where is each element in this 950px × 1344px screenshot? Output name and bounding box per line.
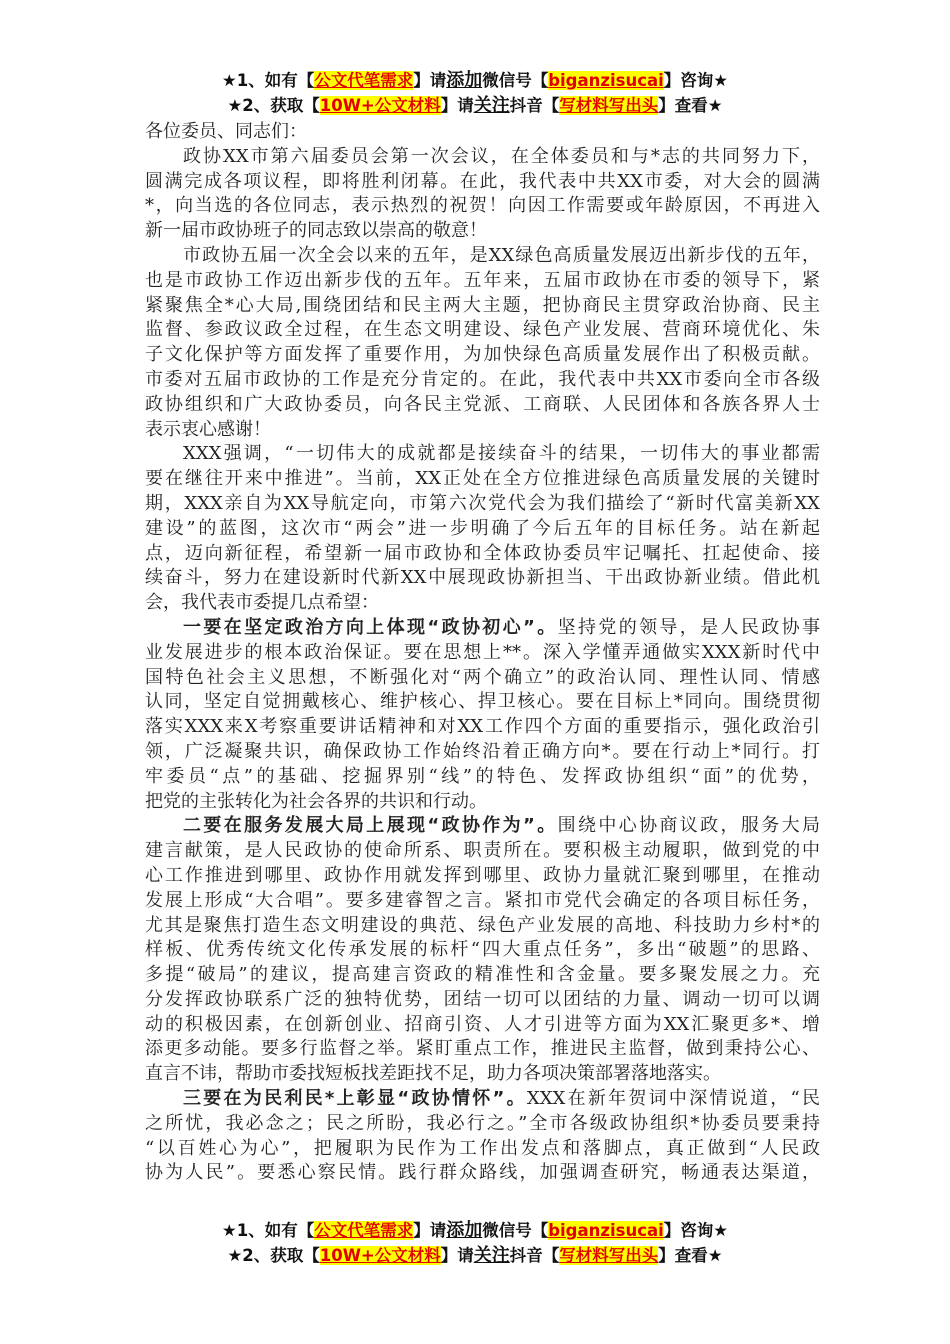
promo-text: 】请 [440, 1246, 474, 1265]
paragraph [145, 616, 820, 814]
text-line [145, 467, 820, 492]
promo-line-1 [0, 1218, 950, 1243]
promo-emphasis: 关注 [473, 1245, 510, 1266]
promo-header [0, 68, 950, 118]
line-text: 新一届市政协班子的同志致以崇高的敬意！ [145, 220, 487, 242]
text-line [145, 616, 820, 641]
douyin-account: 写材料写出头 [559, 96, 659, 115]
line-text: 牢委员“点”的基础、挖掘界别“线”的特色、发挥政协组织“面”的优势， [145, 765, 820, 787]
line-text: XXX在新年贺词中深情说道，“民 [526, 1088, 820, 1110]
line-text: 协为人民”。要悉心察民情。践行群众路线，加强调查研究，畅通表达渠道， [145, 1162, 820, 1184]
promo-emphasis: 关注 [473, 95, 510, 116]
paragraph [145, 1087, 820, 1186]
paragraph-heading: 一要在坚定政治方向上体现“政协初心”。 [183, 616, 558, 638]
text-line [145, 814, 820, 839]
text-line [145, 988, 820, 1013]
promo-text: ★2、获取【 [227, 96, 320, 115]
paragraph-heading: 三要在为民利民*上彰显“政协情怀”。 [183, 1088, 527, 1110]
text-line [145, 1137, 820, 1162]
paragraph [145, 145, 820, 244]
text-line [145, 244, 820, 269]
line-text: XXX强调，“一切伟大的成就都是接续奋斗的结果，一切伟大的事业都需 [183, 443, 820, 465]
line-text: 发展上形成“大合唱”。要多建睿智之言。紧扣市党代会确定的各项目标任务， [145, 889, 820, 911]
text-line [145, 294, 820, 319]
line-text: 坚持党的领导，是人民政协事 [557, 616, 820, 638]
text-line [145, 318, 820, 343]
text-line [145, 393, 820, 418]
promo-text: ★1、如有【 [221, 71, 315, 90]
material-highlight: 10W+公文材料 [319, 1246, 441, 1265]
text-line [145, 591, 820, 616]
line-text: 认同，坚定自觉拥戴核心、维护核心、捍卫核心。要在目标上*同向。围绕贯彻 [145, 691, 820, 713]
line-text: 表示衷心感谢！ [145, 418, 271, 440]
text-line [145, 1087, 820, 1112]
line-text: 添更多动能。要多行监督之举。紧盯重点工作，推进民主监督，做到秉持公心、 [145, 1038, 820, 1060]
promo-text: 】请 [413, 71, 447, 90]
douyin-account: 写材料写出头 [559, 1246, 659, 1265]
promo-text: 微信号【 [482, 71, 549, 90]
text-line [145, 715, 820, 740]
text-line [145, 740, 820, 765]
line-text: 样板、优秀传统文化传承发展的标杆“四大重点任务”，多出“破题”的思路、 [145, 939, 820, 961]
line-text: 圆满完成各项议程，即将胜利闭幕。在此，我代表中共XX市委，对大会的圆满 [145, 170, 820, 192]
paragraph-heading: 二要在服务发展大局上展现“政协作为”。 [183, 815, 558, 837]
line-text: 政协组织和广大政协委员，向各民主党派、工商联、人民团体和各族各界人士 [145, 393, 820, 415]
promo-text: ★1、如有【 [221, 1221, 315, 1240]
line-text: 尤其是聚焦打造生态文明建设的典范、绿色产业发展的高地、科技助力乡村*的 [145, 914, 820, 936]
promo-text: 微信号【 [482, 1221, 549, 1240]
promo-emphasis: 添加 [446, 1220, 483, 1241]
promo-emphasis: 添加 [446, 70, 483, 91]
line-text: 业发展进步的根本政治保证。要在思想上**。深入学懂弄通做实XXX新时代中 [145, 641, 820, 663]
document-body [145, 120, 820, 1186]
line-text: 点，迈向新征程，希望新一届市政协和全体政协委员牢记嘱托、扛起使命、接 [145, 542, 820, 564]
text-line [145, 120, 820, 145]
line-text: 续奋斗，努力在建设新时代新XX中展现政协新担当、干出政协新业绩。借此机 [145, 567, 820, 589]
service-highlight: 公文代笔需求 [314, 1221, 414, 1240]
promo-line-2 [0, 93, 950, 118]
promo-text: 】咨询★ [663, 1221, 729, 1240]
text-line [145, 1112, 820, 1137]
promo-text: 】查看★ [658, 96, 723, 115]
text-line [145, 343, 820, 368]
promo-text: ★2、获取【 [227, 1246, 320, 1265]
text-line [145, 765, 820, 790]
text-line [145, 963, 820, 988]
line-text: *，向当选的各位同志，表示热烈的祝贺！向因工作需要或年龄原因，不再进入 [145, 195, 820, 217]
text-line [145, 1037, 820, 1062]
text-line [145, 1062, 820, 1087]
line-text: 心工作推进到哪里、政协作用就发挥到哪里、政协力量就汇聚到哪里，在推动 [145, 864, 820, 886]
line-text: 市政协五届一次全会以来的五年，是XX绿色高质量发展迈出新步伐的五年， [183, 244, 820, 266]
paragraph [145, 120, 820, 145]
line-text: 各位委员、同志们： [145, 121, 307, 142]
text-line [145, 1161, 820, 1186]
promo-text: 】咨询★ [663, 71, 729, 90]
line-text: 国特色社会主义思想，不断强化对“两个确立”的政治认同、理性认同、情感 [145, 666, 820, 688]
promo-line-2 [0, 1243, 950, 1268]
paragraph [145, 442, 820, 616]
wechat-id: biganzisucai [548, 1221, 664, 1240]
line-text: 政协XX市第六届委员会第一次会议，在全体委员和与*志的共同努力下， [183, 145, 820, 167]
paragraph [145, 244, 820, 442]
text-line [145, 418, 820, 443]
paragraph [145, 814, 820, 1087]
line-text: 要在继往开来中推进”。当前，XX正处在全方位推进绿色高质量发展的关键时 [145, 468, 820, 490]
text-line [145, 145, 820, 170]
line-text: 紧聚焦全*心大局,围绕团结和民主两大主题，把协商民主贯穿政治协商、民主 [145, 294, 820, 316]
line-text: “以百姓心为心”，把履职为民作为工作出发点和落脚点，真正做到“人民政 [145, 1137, 820, 1159]
line-text: 动的积极因素，在创新创业、招商引资、人才引进等方面为XX汇聚更多*、增 [145, 1013, 820, 1035]
line-text: 期，XXX亲自为XX导航定向，市第六次党代会为我们描绘了“新时代富美新XX [145, 492, 820, 514]
line-text: 围绕中心协商议政，服务大局 [557, 815, 820, 837]
text-line [145, 914, 820, 939]
text-line [145, 442, 820, 467]
line-text: 市委对五届市政协的工作是充分肯定的。在此，我代表中共XX市委向全市各级 [145, 368, 820, 390]
text-line [145, 269, 820, 294]
text-line [145, 492, 820, 517]
text-line [145, 368, 820, 393]
text-line [145, 889, 820, 914]
line-text: 多提“破局”的建议，提高建言资政的精准性和含金量。要多聚发展之力。充 [145, 964, 820, 986]
promo-text: 抖音【 [509, 96, 560, 115]
line-text: 会，我代表市委提几点希望： [145, 592, 379, 614]
line-text: 建设”的蓝图，这次市“两会”进一步明确了今后五年的目标任务。站在新起 [145, 517, 820, 539]
text-line [145, 194, 820, 219]
promo-footer [0, 1218, 950, 1268]
text-line [145, 690, 820, 715]
promo-text: 抖音【 [509, 1246, 560, 1265]
material-highlight: 10W+公文材料 [319, 96, 441, 115]
text-line [145, 938, 820, 963]
line-text: 监督、参政议政全过程，在生态文明建设、绿色产业发展、营商环境优化、朱 [145, 319, 820, 341]
line-text: 分发挥政协联系广泛的独特优势，团结一切可以团结的力量、调动一切可以调 [145, 988, 820, 1010]
text-line [145, 839, 820, 864]
text-line [145, 864, 820, 889]
line-text: 落实XXX来X考察重要讲话精神和对XX工作四个方面的重要指示，强化政治引 [145, 716, 820, 738]
text-line [145, 566, 820, 591]
promo-text: 】查看★ [658, 1246, 723, 1265]
text-line [145, 641, 820, 666]
line-text: 建言献策，是人民政协的使命所系、职责所在。要积极主动履职，做到党的中 [145, 840, 820, 862]
service-highlight: 公文代笔需求 [314, 71, 414, 90]
line-text: 子文化保护等方面发挥了重要作用，为加快绿色高质量发展作出了积极贡献。 [145, 344, 820, 366]
text-line [145, 1013, 820, 1038]
line-text: 直言不讳，帮助市委找短板找差距找不足，助力各项决策部署落地落实。 [145, 1063, 721, 1085]
promo-line-1 [0, 68, 950, 93]
text-line [145, 170, 820, 195]
text-line [145, 666, 820, 691]
text-line [145, 790, 820, 815]
line-text: 之所忧，我必念之；民之所盼，我必行之。”全市各级政协组织*协委员要秉持 [145, 1112, 820, 1134]
text-line [145, 219, 820, 244]
text-line [145, 517, 820, 542]
wechat-id: biganzisucai [548, 71, 664, 90]
promo-text: 】请 [440, 96, 474, 115]
line-text: 把党的主张转化为社会各界的共识和行动。 [145, 790, 487, 812]
promo-text: 】请 [413, 1221, 447, 1240]
text-line [145, 542, 820, 567]
line-text: 也是市政协工作迈出新步伐的五年。五年来，五届市政协在市委的领导下，紧 [145, 269, 820, 291]
line-text: 领，广泛凝聚共识，确保政协工作始终沿着正确方向*。要在行动上*同行。打 [145, 740, 820, 762]
